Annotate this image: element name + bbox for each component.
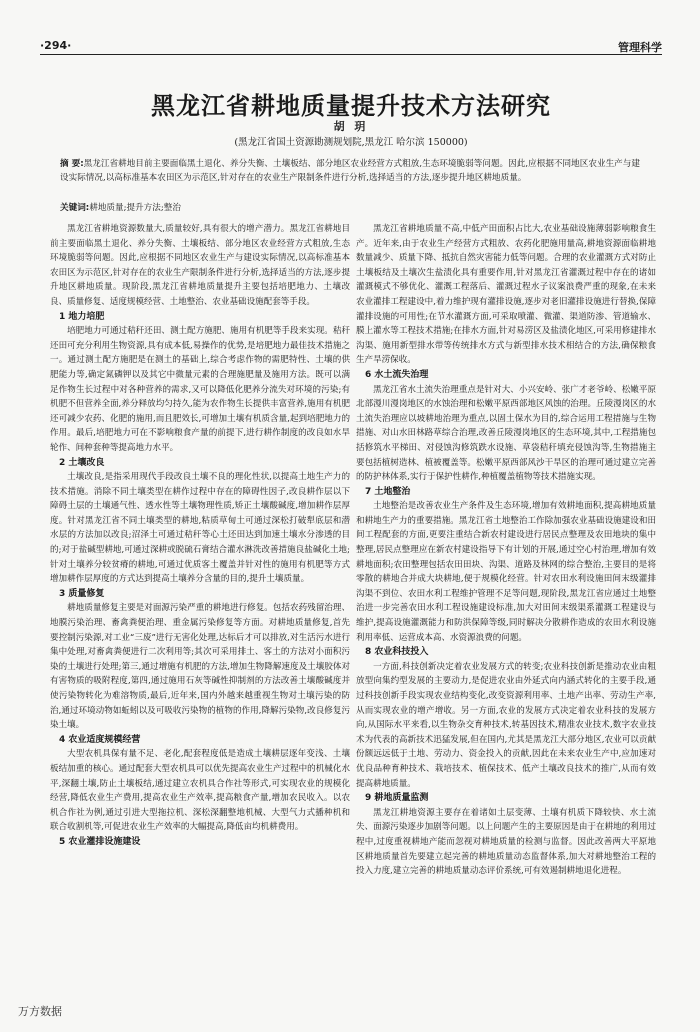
section-heading: 5 农业灌排设施建设 bbox=[59, 836, 141, 847]
section-heading: 9 耕地质量监测 bbox=[365, 793, 429, 804]
running-header bbox=[40, 38, 662, 55]
keywords-label: 关键词: bbox=[60, 203, 90, 213]
section-heading: 4 农业适度规模经营 bbox=[59, 734, 141, 745]
section-paragraph: 一方面,科技创新决定着农业发展方式的转变;农业科技创新是推动农业由粗放型向集约型发展的主要动力,是促进农业由外延式向内涵式转化的主要手段,通过科技创新手段实现农业结构变化,改变资源利用率、土地产出率、劳动生产率,从而实现农业的增产增收。另一方面,农业的发展方式决定着农业科技的发展方向,从国际水平来看,以生物杂交育种技术,转基因技术,精准农业技术,数字农业技术为代表的高新技术迅猛发展,但在国内,尤其是黑龙江大部分地区,农业可以贡献份额远远低于土地、劳动力、资金投入的贡献,因此在未来农业生产中,应加速对优良品种育种技术、栽培技术、植保技术、低产土壤改良技术的推广,从而有效提高耕地质量。 bbox=[356, 661, 656, 789]
section-paragraph: 土壤改良,是指采用现代手段改良土壤不良的理化性状,以提高土地生产力的技术措施。消除不同土壤类型在耕作过程中存在的障碍性因子,改良耕作层以下障碍土层的土壤通气性、透水性等土壤物理性质,矫正土壤酸碱度,增加耕作层厚度。针对黑龙江省不同土壤类型的耕地,粘质草甸土可通过深松打破犁底层和潜水层的方法加以改良;沼泽土可通过秸秆等心土还田达到加速土壤水分渗透的目的;对于盐碱型耕地,可通过深耕或脱硫石膏结合灌水淋洗改善措施良盐碱化土地;针对土壤养分较贫瘠的耕地,可通过优质客土覆盖并针对性的施用有机肥等方式增加耕作层厚度的方式达到提高土壤养分含量的目的,提升土壤质量。 bbox=[50, 472, 350, 585]
section-paragraph: 黑龙江省耕地质量不高,中低产田面积占比大,农业基础设施薄弱影响粮食生产。近年来,由于农业生产经营方式粗放、农药化肥施用量高,耕地资源面临耕地数量减少、质量下降、抵抗自然灾害能力低等问题。合理的农业灌溉方式对防止土壤板结及土壤次生盐渍化具有重要作用,针对黑龙江省灌溉过程中存在的诸如灌溉模式不够优化、灌溉工程落后、灌溉过程水子议案浪费严重的现象,在未来农业灌排工程建设中,着力维护现有灌排设施,逐步对老旧灌排设施进行替换,保障灌排设施的可用性;在节水灌溉方面,可采取喷灌、微灌、渠道防渗、管道输水、膜上灌水等工程技术措施;在排水方面,针对易涝区及盐渍化地区,可采用修建排水沟渠、施用新型排水带等传统排水方式与新型排水技术相结合的方法,确保粮食生产旱涝保收。 bbox=[356, 224, 656, 366]
keywords bbox=[60, 201, 640, 213]
author: 胡 玥 bbox=[333, 120, 369, 133]
section-paragraph: 黑龙江省水土流失治理重点是针对大、小兴安岭、张广才老爷岭、松嫩平原北部漫川漫岗地区的水蚀治理和松嫩平原西部地区风蚀的治理。丘陵漫岗区的水土流失治理应以坡耕地治理为重点,以固土保水为目的,综合运用工程措施与生物措施、对山水田林路草综合治理,改善丘陵漫岗地区的生态环境,其中,工程措施包括修筑水平梯田、对侵蚀沟修筑跌水设施、草袋秸秆填充侵蚀沟等,生物措施主要包括植树造林、植被覆盖等。松嫩平原西部风沙干旱区的治理可通过建立完善的防护林体系,实行于保护性耕作,种植覆盖植物等技术措施实现。 bbox=[356, 384, 656, 483]
paper-page bbox=[40, 0, 662, 1032]
section-paragraph: 大型农机具保有量不足、老化,配套程度低是造成土壤耕层逐年变浅、土壤板结加重的核心。通过配套大型农机具可以优先提高农业生产过程中的机械化水平,深翻土壤,防止土壤板结,通过建立农机具合作社等形式,可实现农业的规模化经营,降低农业生产费用,提高农业生产效率,提高粮食产量,增加农民收入。以农机合作社为例,通过引进大型拖拉机、深松深翻整地机械、大型气力式播种机和联合收割机等,可促进农业生产效率的大幅提高,降低亩均机耕费用。 bbox=[50, 749, 350, 833]
section-paragraph: 培肥地力可通过秸秆还田、测土配方施肥、施用有机肥等手段来实现。秸秆还田可充分利用生物资源,具有成本低,易操作的优势,是培肥地力最佳技术措施之一。通过测土配方施肥是在测土的基础上,综合考虑作物的需肥特性、土壤的供肥能力等,确定氮磷钾以及其它中微量元素的合理施肥量及施用方法。既可以满足作物生长过程中对各种营养的需求,又可以降低化肥养分流失对环境的污染;有机肥不但营养全面,养分释放均匀持久,能为农作物生长提供丰富营养,施用有机肥还可减少农药、化肥的施用,而且肥效长,可增加土壤有机质含量,起到培肥地力的作用。最后,培肥地力可在不影响粮食产量的前提下,进行耕作制度的改良如水旱轮作、间种套种等提高地力水平。 bbox=[50, 326, 350, 453]
section-paragraph: 黑龙江耕地资源主要存在着诸如土层变薄、土壤有机质下降较快、水土流失、面源污染逐步加剧等问题。以上问题产生的主要原因是由于在耕地的利用过程中,过度重视耕地产能而忽视对耕地质量的检测与监督。因此改善两大平原地区耕地质量首先要建立起完善的耕地质量动态监督体系,加大对耕地整治工程的投入力度,建立完善的耕地质量动态评价系统,可有效遏制耕地退化进程。 bbox=[356, 807, 656, 877]
left-column bbox=[50, 222, 350, 922]
article-title: 黑龙江省耕地质量提升技术方法研究 bbox=[151, 92, 551, 120]
section-heading: 8 农业科技投入 bbox=[365, 647, 429, 658]
section-paragraph: 耕地质量修复主要是对面源污染严重的耕地进行修复。包括农药残留治理、地膜污染治理、畜禽粪便治理、重金属污染修复等方面。对耕地质量修复,首先要控制污染源,对工业“三废”进行无害化处理,达标后才可以排放,对生活污水进行集中处理,对畜禽粪便进行二次利用等;其次可采用排土、客土的方法对小面积污染的土壤进行处理;第三,通过增施有机肥的方法,增加生物降解速度及土壤胶体对有害物质的吸附程度,第四,通过施用石灰等碱性抑制剂的方法改善土壤酸碱度并使污染物转化为难溶物质,最后,近年来,国内外越来越重视生物对土壤污染的防治,通过环境动物如蚯蚓以及可吸收污染物的植物的作用,降解污染物,改良修复污染土壤。 bbox=[50, 603, 350, 731]
page-number: ·294· bbox=[40, 39, 72, 52]
keywords-text: 耕地质量;提升方法;整治 bbox=[89, 203, 181, 213]
section-heading: 1 地力培肥 bbox=[59, 311, 105, 322]
intro-paragraph: 黑龙江省耕地资源数量大,质量较好,具有很大的增产潜力。黑龙江省耕地目前主要面临黑土退化、养分失衡、土壤板结、部分地区农业经营方式粗放,生态环境脆弱等问题。因此,应根据不同地区农业生产与建设实际情况,以高标准基本农田区为示范区,针对存在的农业生产限制条件进行分析,选择适当的方法,逐步提升地区耕地质量。现阶段,黑龙江省耕地质量提升主要包括培肥地力、土壤改良、质量修复、适度规模经营、土地整治、农业基础设施配套等手段。 bbox=[50, 224, 350, 307]
section-heading: 7 土地整治 bbox=[365, 486, 411, 497]
abstract-label: 摘 要: bbox=[60, 159, 84, 169]
right-column bbox=[356, 222, 656, 922]
abstract bbox=[60, 157, 640, 185]
database-watermark: 万方数据 bbox=[18, 1005, 62, 1018]
section-heading: 3 质量修复 bbox=[59, 588, 105, 599]
affiliation: (黑龙江省国土资源勘测规划院,黑龙江 哈尔滨 150000) bbox=[234, 137, 468, 148]
section-paragraph: 土地整治是改善农业生产条件及生态环境,增加有效耕地面积,提高耕地质量和耕地生产力的重要措施。黑龙江省土地整治工作除加强农业基础设施建设和田间工程配套的方面,更要注重结合新农村建设进行居民点整理及农田地块的集中整理,居民点整理应在新农村建设指导下有计划的开展,通过空心村治理,增加有效耕地面积;农田整理包括农田田块、沟渠、道路及林网的综合整治,主要目的是将零散的耕地合并成大块耕地,便于规模化经营。针对农田水利设施田间末级灌排沟渠不到位、农田水利工程维护管理不足等问题,现阶段,黑龙江省应通过土地整治进一步完善农田水利工程设施建设标准,加大对田间末级渠系灌溉工程建设与维护,提高设施灌溉能力和防洪保障等级,同时解决分散耕作造成的农田水利设施利用率低、运营成本高、水资源浪费的问题。 bbox=[356, 501, 656, 643]
journal-name: 管理科学 bbox=[618, 41, 662, 54]
section-heading: 6 水土流失治理 bbox=[365, 369, 429, 380]
section-heading: 2 土壤改良 bbox=[59, 457, 105, 468]
abstract-text: 黑龙江省耕地目前主要面临黑土退化、养分失衡、土壤板结、部分地区农业经营方式粗放,生态环境脆弱等问题。因此,应根据不同地区农业生产与建设实际情况,以高标准基本农田区为示范区,针对存在的农业生产限制条件进行分析,选择适当的方法,逐步提升地区耕地质量。 bbox=[60, 159, 640, 183]
